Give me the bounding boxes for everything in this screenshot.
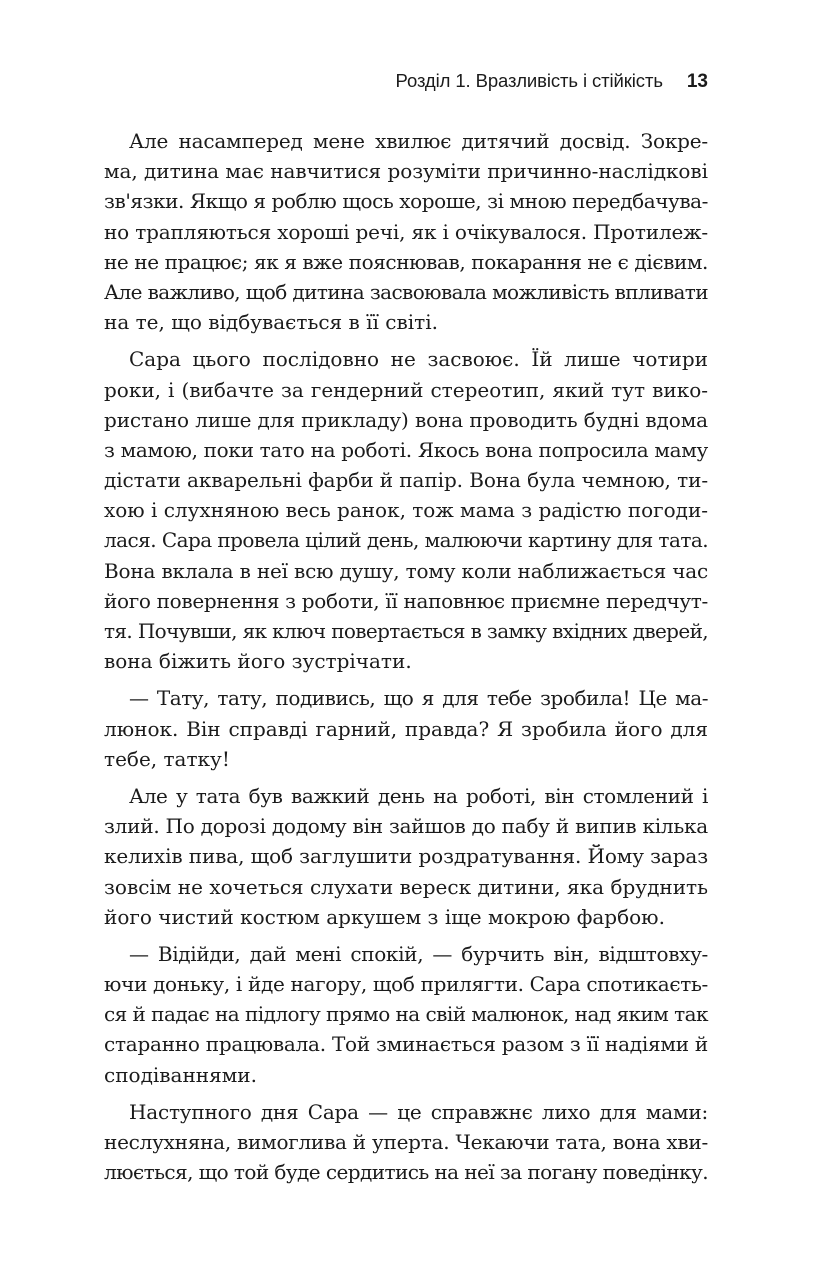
text-line: з мамою, поки тато на роботі. Якось вона попросила маму [104, 437, 708, 462]
text-line: роки, і (вибачте за гендерний стереотип, який тут вико- [104, 377, 708, 402]
running-header [104, 64, 708, 98]
text-line: зовсім не хочеться слухати вереск дитини, яка бруднить [104, 874, 708, 899]
paragraph [104, 1097, 708, 1188]
text-line: но трапляються хороші речі, як і очікувалося. Протилеж- [104, 219, 708, 244]
text-line: неслухняна, вимоглива й уперта. Чекаючи тата, вона хви- [104, 1130, 708, 1154]
text-line: люнок. Він справді гарний, правда? Я зробила його для [104, 716, 708, 741]
paragraph [104, 344, 708, 676]
text-line: ма, дитина має навчитися розуміти причинно-наслідкові [104, 159, 708, 184]
text-line: його повернення з роботи, її наповнює приємне передчут- [104, 588, 708, 613]
text-line: ючи доньку, і йде нагору, щоб прилягти. Сара спотикаєть- [104, 972, 708, 997]
paragraph [104, 781, 708, 932]
text-line: Але насамперед мене хвилює дитячий досвід. Зокре- [129, 129, 708, 153]
text-line: келихів пива, щоб заглушити роздратування. Йому зараз [104, 844, 708, 869]
text-line: вона біжить його зустрічати. [104, 649, 412, 674]
text-line: на те, що відбувається в її світі. [104, 310, 438, 335]
text-line: Сара цього послідовно не засвоює. Їй лише чотири [129, 347, 708, 372]
text-line: Наступного дня Сара — це справжнє лихо для мами: [129, 1099, 708, 1124]
text-line: люється, що той буде сердитись на неї за погану поведінку. [104, 1160, 708, 1185]
body-text [104, 126, 708, 1194]
text-line: злий. По дорозі додому він зайшов до пабу й випив кілька [104, 814, 708, 839]
text-line: ся й падає на підлогу прямо на свій малюнок, над яким так [104, 1002, 708, 1027]
text-line: Але у тата був важкий день на роботі, він стомлений і [129, 783, 708, 808]
text-line: ристано лише для прикладу) вона проводить будні вдома [104, 407, 708, 432]
text-line: Але важливо, щоб дитина засвоювала можливість впливати [104, 279, 708, 304]
paragraph [104, 683, 708, 774]
paragraph [104, 126, 708, 337]
chapter-title: Розділ 1. Вразливість і стійкість [395, 70, 663, 91]
text-line: не не працює; як я вже пояснював, покарання не є дієвим. [104, 249, 709, 274]
text-line: зв'язки. Якщо я роблю щось хороше, зі мною передбачува- [104, 189, 708, 214]
text-line: Вона вклала в неї всю душу, тому коли наближається час [104, 558, 708, 583]
page-number: 13 [686, 71, 708, 92]
text-line: тебе, татку! [104, 746, 230, 771]
text-line: — Відійди, дай мені спокій, — бурчить він, відштовху- [129, 941, 708, 966]
paragraph [104, 939, 708, 1090]
text-line: сподіваннями. [104, 1062, 257, 1087]
text-line: лася. Сара провела цілий день, малюючи картину для тата. [104, 528, 708, 553]
text-line: хою і слухняною весь ранок, тож мама з радістю погоди- [104, 498, 708, 523]
text-line: старанно працювала. Той зминається разом з її надіями й [104, 1032, 708, 1057]
text-line: тя. Почувши, як ключ повертається в замку вхідних дверей, [104, 619, 708, 643]
text-line: його чистий костюм аркушем з іще мокрою фарбою. [104, 904, 665, 929]
text-line: — Тату, тату, подивись, що я для тебе зробила! Це ма- [129, 686, 708, 711]
text-line: дістати акварельні фарби й папір. Вона була чемною, ти- [104, 468, 709, 493]
